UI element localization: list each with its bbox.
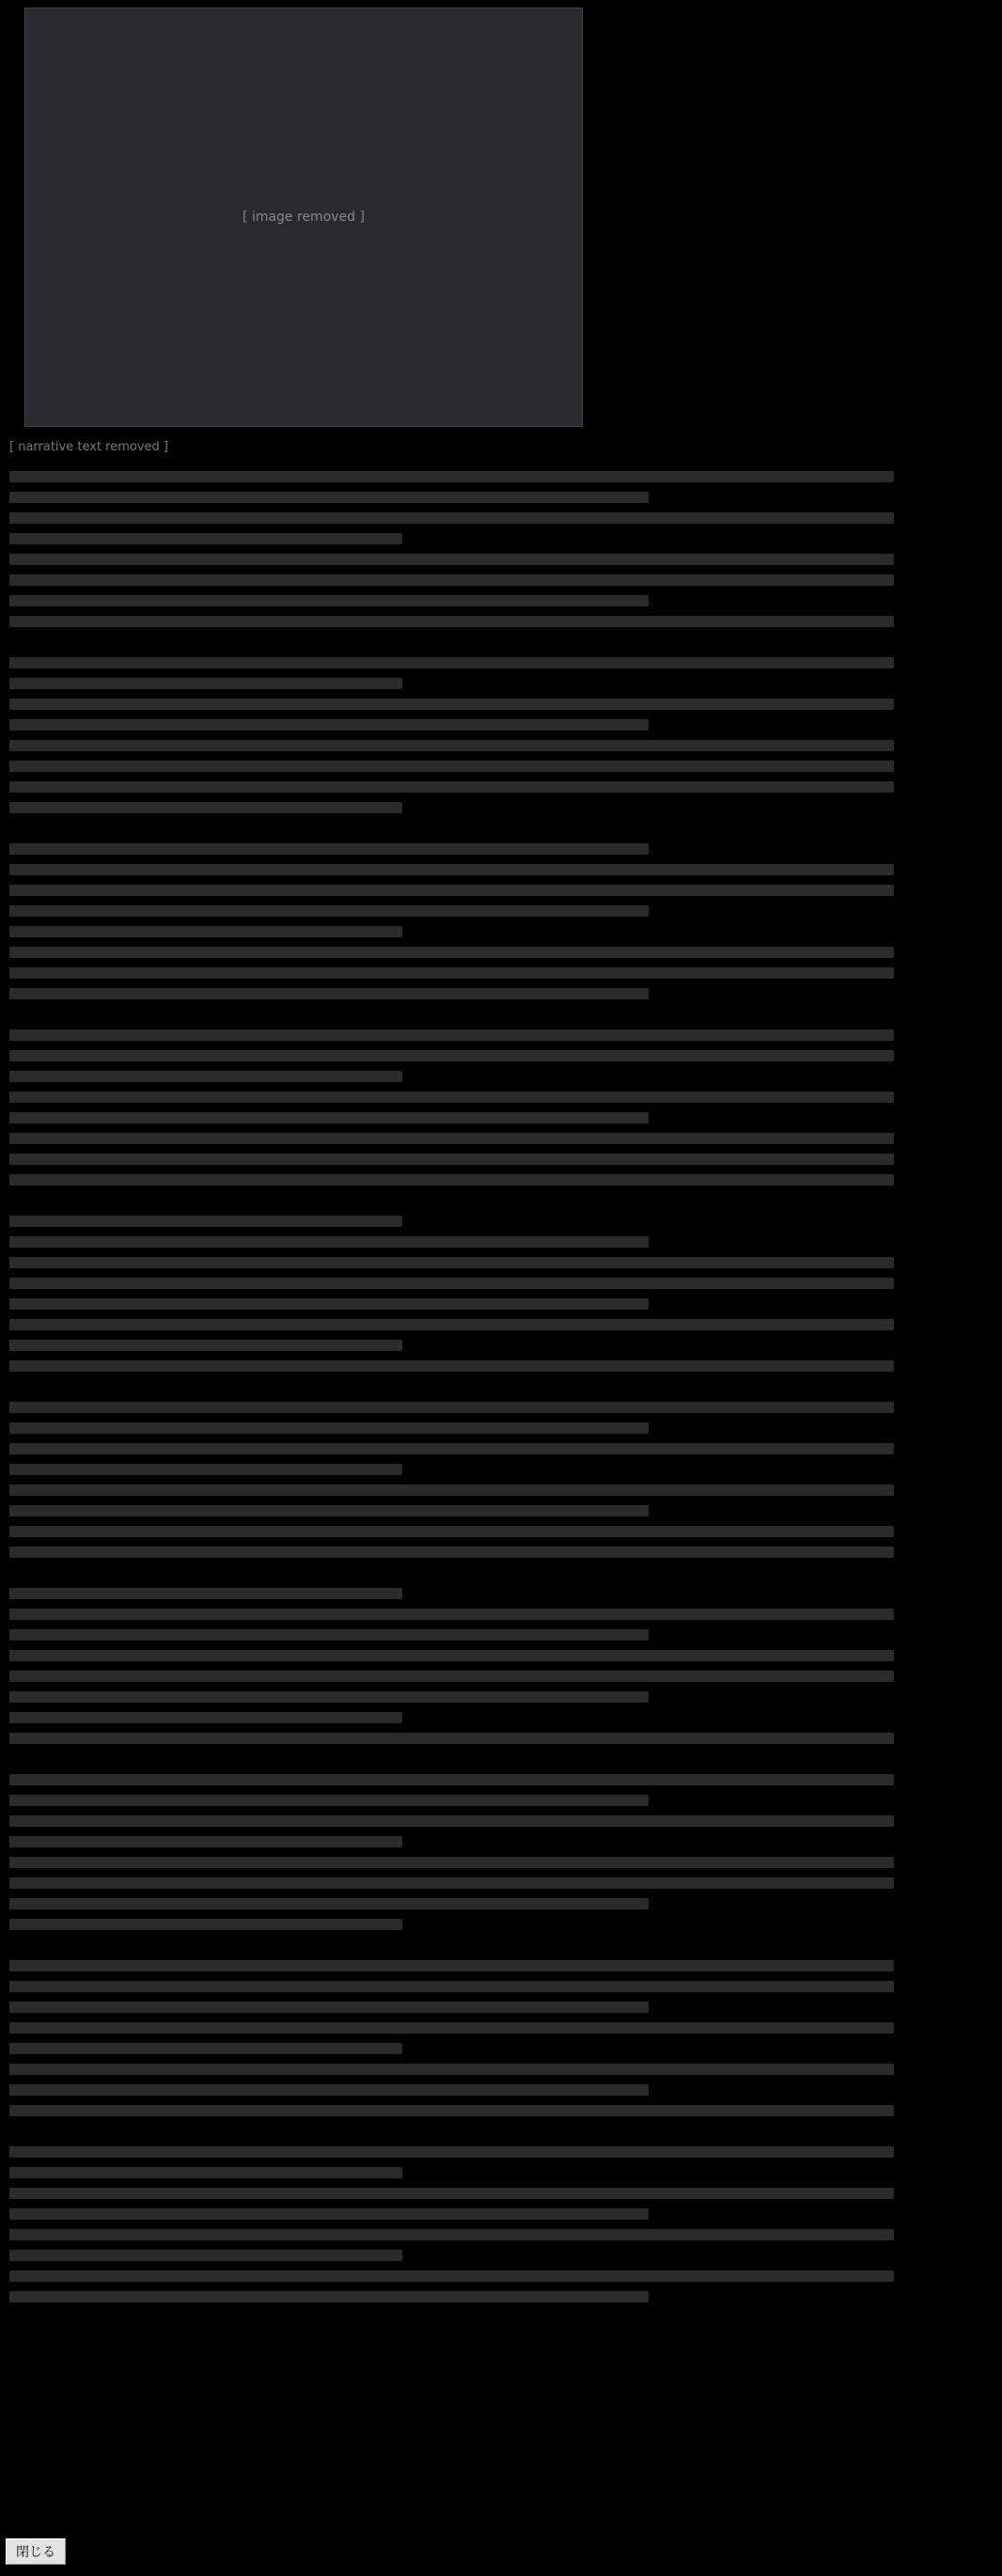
redacted-line bbox=[9, 1133, 894, 1144]
redacted-line bbox=[9, 1505, 649, 1516]
redacted-line bbox=[9, 1029, 894, 1041]
redacted-line bbox=[9, 471, 894, 482]
redacted-line bbox=[9, 781, 894, 793]
redacted-line bbox=[9, 554, 894, 565]
redacted-line bbox=[9, 947, 894, 958]
redacted-line bbox=[9, 1071, 402, 1082]
redacted-line bbox=[9, 2002, 649, 2013]
redacted-line bbox=[9, 595, 649, 606]
redacted-line bbox=[9, 1484, 894, 1496]
redacted-line bbox=[9, 802, 402, 813]
redacted-line bbox=[9, 1464, 402, 1475]
redacted-line bbox=[9, 1174, 894, 1186]
redacted-line bbox=[9, 2064, 894, 2075]
redacted-text-lines bbox=[9, 471, 993, 2333]
redacted-line bbox=[9, 2188, 894, 2199]
redacted-line bbox=[9, 1402, 894, 1413]
redacted-line bbox=[9, 1857, 894, 1868]
redacted-line bbox=[9, 1340, 402, 1351]
redacted-line bbox=[9, 1443, 894, 1454]
paragraph-gap bbox=[9, 1940, 993, 1960]
redacted-line bbox=[9, 967, 894, 979]
paragraph-gap bbox=[9, 2312, 993, 2333]
redacted-line bbox=[9, 2229, 894, 2240]
redacted-line bbox=[9, 1092, 894, 1103]
redacted-line bbox=[9, 1733, 894, 1744]
redacted-line bbox=[9, 678, 402, 689]
redacted-line bbox=[9, 1671, 894, 1682]
redacted-line bbox=[9, 2208, 649, 2220]
redacted-line bbox=[9, 2167, 402, 2178]
redacted-line bbox=[9, 1712, 402, 1723]
redacted-line bbox=[9, 1898, 649, 1909]
redacted-line bbox=[9, 512, 894, 524]
redacted-line bbox=[9, 1877, 894, 1889]
redacted-line bbox=[9, 533, 402, 544]
image-removed-label: [ image removed ] bbox=[243, 209, 365, 225]
paragraph-gap bbox=[9, 1753, 993, 1774]
paragraph-gap bbox=[9, 2126, 993, 2146]
close-button[interactable]: 閉じる bbox=[6, 2538, 66, 2565]
redacted-line bbox=[9, 1795, 649, 1806]
redacted-line bbox=[9, 864, 894, 875]
redacted-line bbox=[9, 885, 894, 896]
redacted-line bbox=[9, 1526, 894, 1537]
redacted-line bbox=[9, 1836, 402, 1847]
redacted-line bbox=[9, 1960, 894, 1971]
redacted-line bbox=[9, 1691, 649, 1703]
paragraph-gap bbox=[9, 1567, 993, 1588]
redacted-line bbox=[9, 616, 894, 627]
paragraph-gap bbox=[9, 823, 993, 843]
redacted-line bbox=[9, 1588, 402, 1599]
redacted-line bbox=[9, 843, 649, 855]
redacted-line bbox=[9, 905, 649, 917]
redacted-line bbox=[9, 2291, 649, 2302]
redacted-line bbox=[9, 1815, 894, 1827]
redacted-line bbox=[9, 2084, 649, 2096]
redacted-line bbox=[9, 1981, 894, 1992]
redacted-line bbox=[9, 1154, 894, 1165]
redacted-line bbox=[9, 492, 649, 503]
redacted-line bbox=[9, 1609, 894, 1620]
redacted-line bbox=[9, 1547, 894, 1558]
redacted-line bbox=[9, 1257, 894, 1268]
redacted-line bbox=[9, 1236, 649, 1248]
redacted-line bbox=[9, 1422, 649, 1434]
redacted-line bbox=[9, 1278, 894, 1289]
redacted-line bbox=[9, 1216, 402, 1227]
redacted-line bbox=[9, 1112, 649, 1123]
redacted-line bbox=[9, 2250, 402, 2261]
redacted-line bbox=[9, 1298, 649, 1310]
redacted-line bbox=[9, 719, 649, 730]
redacted-line bbox=[9, 740, 894, 751]
redacted-line bbox=[9, 1774, 894, 1785]
redacted-line bbox=[9, 699, 894, 710]
redacted-line bbox=[9, 926, 402, 937]
redaction-notice: [ narrative text removed ] bbox=[9, 440, 168, 454]
redacted-line bbox=[9, 1629, 649, 1641]
redacted-line bbox=[9, 2022, 894, 2034]
redacted-line bbox=[9, 1650, 894, 1661]
redacted-line bbox=[9, 1919, 402, 1930]
redacted-line bbox=[9, 761, 894, 772]
paragraph-gap bbox=[9, 1195, 993, 1216]
redacted-line bbox=[9, 574, 894, 586]
redacted-line bbox=[9, 1360, 894, 1372]
redacted-line bbox=[9, 2270, 894, 2282]
narrative-text-area bbox=[9, 440, 993, 2490]
redacted-line bbox=[9, 2043, 402, 2054]
scene-image-placeholder bbox=[24, 8, 583, 427]
paragraph-gap bbox=[9, 1009, 993, 1029]
paragraph-gap bbox=[9, 1381, 993, 1402]
redacted-line bbox=[9, 2146, 894, 2158]
redacted-line bbox=[9, 657, 894, 668]
redacted-line bbox=[9, 1319, 894, 1330]
redacted-line bbox=[9, 1050, 894, 1061]
paragraph-gap bbox=[9, 636, 993, 657]
redacted-line bbox=[9, 2105, 894, 2116]
redacted-line bbox=[9, 988, 649, 999]
